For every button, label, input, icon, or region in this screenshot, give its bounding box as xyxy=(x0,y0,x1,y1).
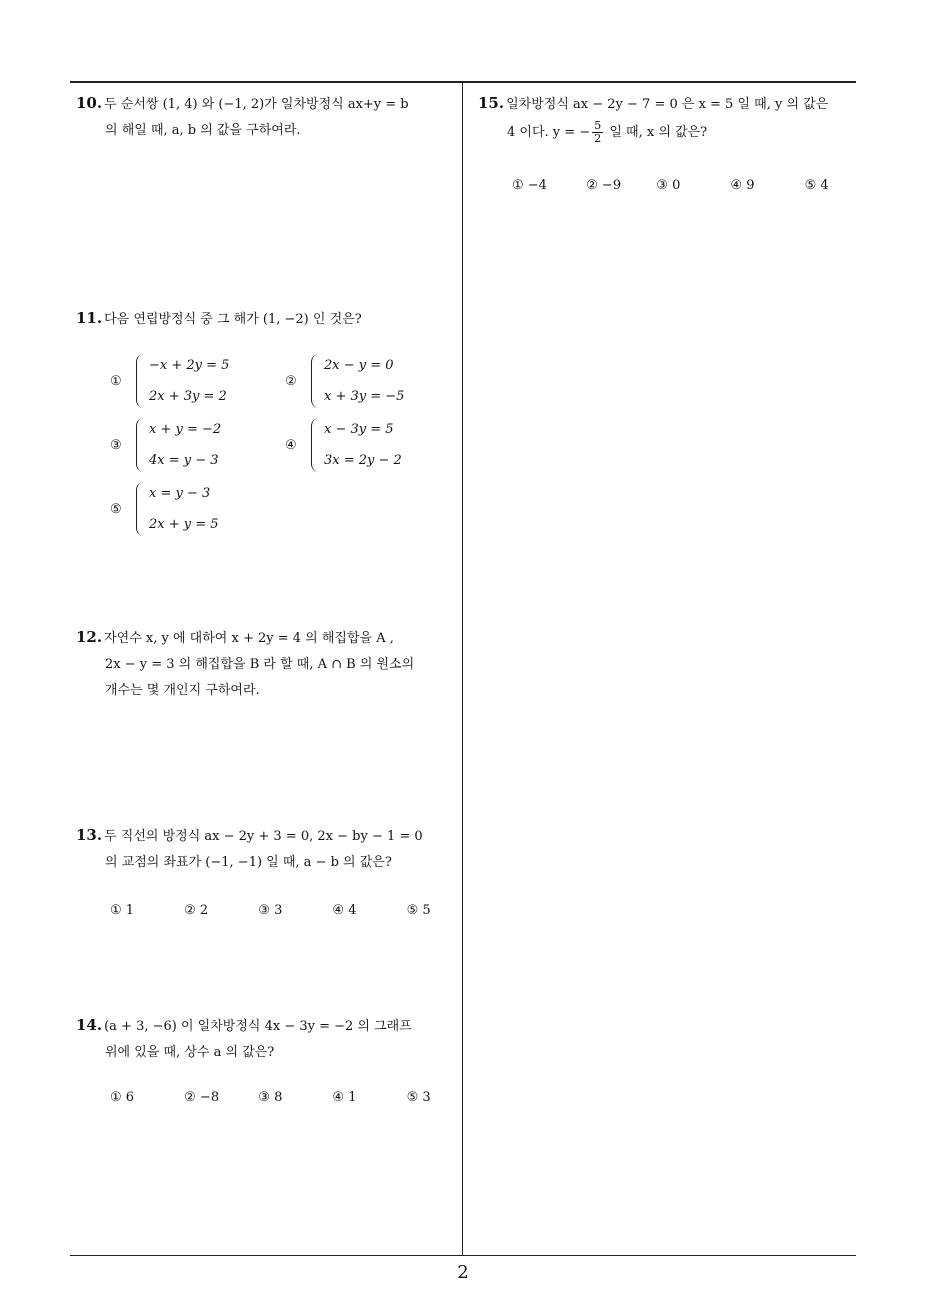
question-11-option-4[interactable] xyxy=(285,414,402,476)
choice-2[interactable]: ② −8 xyxy=(184,1090,220,1105)
choice-5[interactable]: ⑤ 4 xyxy=(804,178,829,193)
brace-icon xyxy=(136,354,145,408)
question-11-number: 11. xyxy=(76,309,103,327)
question-10 xyxy=(76,90,456,144)
option-5-mark: ⑤ xyxy=(110,501,122,517)
option-4-eq1: x − 3y = 5 xyxy=(324,422,394,437)
question-10-line1: 10. 두 순서쌍 (1, 4) 와 (−1, 2)가 일차방정식 ax+y = b xyxy=(76,94,409,112)
column-divider xyxy=(462,82,463,1256)
bottom-rule xyxy=(70,1255,856,1256)
question-13-number: 13. xyxy=(76,826,103,844)
question-15-line2 xyxy=(478,118,856,148)
option-5-eq2: 2x + y = 5 xyxy=(149,517,219,532)
question-11-option-2[interactable] xyxy=(285,350,404,412)
question-12-line2: 2x − y = 3 의 해집합을 B 라 할 때, A ∩ B 의 원소의 xyxy=(105,657,415,672)
question-12-line3: 개수는 몇 개인지 구하여라. xyxy=(105,683,260,698)
option-5-eq1: x = y − 3 xyxy=(149,486,211,501)
question-11-option-3[interactable] xyxy=(110,414,221,476)
question-15-line2-end: 일 때, x 의 값은? xyxy=(609,125,708,140)
choice-3[interactable]: ③ 0 xyxy=(656,178,681,193)
choice-4[interactable]: ④ 1 xyxy=(332,1090,357,1105)
choice-1[interactable]: ① 6 xyxy=(110,1090,135,1105)
question-13 xyxy=(76,822,456,876)
question-12 xyxy=(76,624,456,704)
choice-5[interactable]: ⑤ 3 xyxy=(406,1090,431,1105)
question-14-line1: 14. (a + 3, −6) 이 일차방정식 4x − 3y = −2 의 그래프 xyxy=(76,1016,412,1034)
question-11-option-1[interactable] xyxy=(110,350,229,412)
question-14-choices xyxy=(110,1090,457,1105)
choice-3[interactable]: ③ 3 xyxy=(258,903,283,918)
choice-4[interactable]: ④ 4 xyxy=(332,903,357,918)
page-number: 2 xyxy=(457,1262,469,1283)
question-15-line2-start: 4 이다. xyxy=(507,125,549,140)
choice-2[interactable]: ② −9 xyxy=(586,178,622,193)
question-11-line1: 11. 다음 연립방정식 중 그 해가 (1, −2) 인 것은? xyxy=(76,309,362,327)
question-11-option-5[interactable] xyxy=(110,478,219,540)
question-15-choices xyxy=(512,178,855,193)
question-13-choices xyxy=(110,903,457,918)
question-12-number: 12. xyxy=(76,628,103,646)
brace-icon xyxy=(311,418,320,472)
option-2-eq2: x + 3y = −5 xyxy=(324,389,405,404)
option-1-mark: ① xyxy=(110,373,122,389)
option-3-eq2: 4x = y − 3 xyxy=(149,453,219,468)
option-1-eq1: −x + 2y = 5 xyxy=(149,358,230,373)
top-rule xyxy=(70,81,856,83)
question-10-number: 10. xyxy=(76,94,103,112)
brace-icon xyxy=(136,418,145,472)
question-15-number: 15. xyxy=(478,94,505,112)
option-4-mark: ④ xyxy=(285,437,297,453)
option-3-eq1: x + y = −2 xyxy=(149,422,222,437)
fraction-numerator: 5 xyxy=(594,119,602,132)
option-2-mark: ② xyxy=(285,373,297,389)
question-10-line2: 의 해일 때, a, b 의 값을 구하여라. xyxy=(105,123,301,138)
question-15-line1: 15. 일차방정식 ax − 2y − 7 = 0 은 x = 5 일 때, y 의 값은 xyxy=(478,94,829,112)
option-1-eq2: 2x + 3y = 2 xyxy=(149,389,227,404)
choice-4[interactable]: ④ 9 xyxy=(730,178,755,193)
choice-3[interactable]: ③ 8 xyxy=(258,1090,283,1105)
option-4-eq2: 3x = 2y − 2 xyxy=(324,453,402,468)
question-14-line2: 위에 있을 때, 상수 a 의 값은? xyxy=(105,1045,275,1060)
question-11 xyxy=(76,305,456,333)
choice-1[interactable]: ① 1 xyxy=(110,903,135,918)
choice-1[interactable]: ① −4 xyxy=(512,178,547,193)
option-2-eq1: 2x − y = 0 xyxy=(324,358,394,373)
question-14-number: 14. xyxy=(76,1016,103,1034)
question-15 xyxy=(478,90,856,148)
fraction-denominator: 2 xyxy=(594,132,602,145)
choice-2[interactable]: ② 2 xyxy=(184,903,209,918)
question-13-line2: 의 교점의 좌표가 (−1, −1) 일 때, a − b 의 값은? xyxy=(105,855,392,870)
question-15-line2-eq: y = − xyxy=(552,125,591,140)
choice-5[interactable]: ⑤ 5 xyxy=(406,903,431,918)
fraction xyxy=(592,120,603,145)
question-14 xyxy=(76,1012,456,1066)
brace-icon xyxy=(311,354,320,408)
option-3-mark: ③ xyxy=(110,437,122,453)
question-13-line1: 13. 두 직선의 방정식 ax − 2y + 3 = 0, 2x − by − 1 = 0 xyxy=(76,826,423,844)
question-12-line1: 12. 자연수 x, y 에 대하여 x + 2y = 4 의 해집합을 A , xyxy=(76,628,394,646)
brace-icon xyxy=(136,482,145,536)
